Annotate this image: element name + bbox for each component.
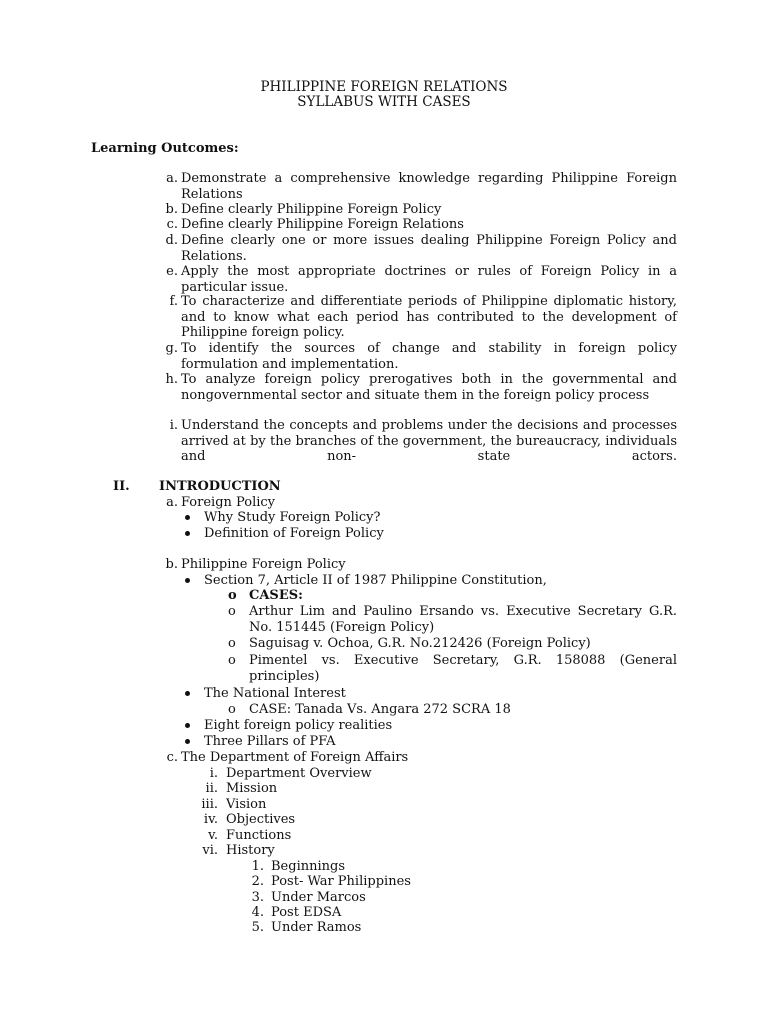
bullet-icon — [185, 739, 190, 744]
document-title: PHILIPPINE FOREIGN RELATIONS — [260, 79, 508, 95]
roman-marker: iv. — [203, 812, 218, 827]
learning-outcomes-heading: Learning Outcomes: — [91, 141, 239, 156]
list-item: Demonstrate a comprehensive knowledge regarding Philippine Foreign Relations — [181, 171, 677, 202]
roman-item: Department Overview — [226, 766, 372, 781]
list-marker: g. — [165, 341, 178, 356]
roman-item: Mission — [226, 781, 278, 796]
list-item: To characterize and differentiate periods of Philippine diplomatic history, and to know what each period has contributed to the development of Philippine foreign policy. — [181, 294, 677, 340]
numbered-item: Post EDSA — [271, 905, 342, 920]
case-item: Saguisag v. Ochoa, G.R. No.212426 (Foreign Policy) — [249, 636, 591, 651]
roman-marker: iii. — [201, 797, 218, 812]
list-marker: b. — [165, 557, 178, 572]
bullet-icon — [185, 578, 190, 583]
list-item: Define clearly one or more issues dealing Philippine Foreign Policy and Relations. — [181, 233, 677, 264]
numbered-item: Post- War Philippines — [271, 874, 411, 889]
bullet-item: The National Interest — [204, 686, 346, 701]
bullet-item: Section 7, Article II of 1987 Philippine Constitution, — [204, 573, 547, 588]
subsection-label: Foreign Policy — [181, 495, 276, 510]
document-subtitle: SYLLABUS WITH CASES — [297, 94, 471, 110]
roman-item: Functions — [226, 828, 292, 843]
roman-marker: ii. — [205, 781, 218, 796]
list-marker: a. — [166, 171, 178, 186]
sub-bullet-marker: o — [228, 604, 236, 619]
bullet-icon — [185, 531, 190, 536]
roman-marker: i. — [209, 766, 218, 781]
list-marker: e. — [166, 264, 178, 279]
numbered-marker: 4. — [251, 905, 264, 920]
case-item: Arthur Lim and Paulino Ersando vs. Executive Secretary G.R. No. 151445 (Foreign Policy) — [249, 604, 677, 635]
sub-bullet-marker: o — [228, 653, 236, 668]
numbered-marker: 1. — [251, 859, 264, 874]
list-item: Apply the most appropriate doctrines or rules of Foreign Policy in a particular issue. — [181, 264, 677, 295]
numbered-item: Under Ramos — [271, 920, 362, 935]
bullet-item: Definition of Foreign Policy — [204, 526, 384, 541]
sub-bullet-marker: o — [228, 636, 236, 651]
section-numeral: II. — [113, 479, 130, 494]
list-marker: h. — [165, 372, 178, 387]
subsection-label: The Department of Foreign Affairs — [181, 750, 409, 765]
list-item: To analyze foreign policy prerogatives both in the governmental and nongovernmental sector and situate them in the foreign policy process — [181, 372, 677, 403]
numbered-marker: 5. — [251, 920, 264, 935]
sub-bullet-marker: o — [228, 588, 237, 603]
bullet-icon — [185, 723, 190, 728]
roman-item: Vision — [226, 797, 267, 812]
list-item: Define clearly Philippine Foreign Relations — [181, 217, 464, 232]
list-item: Define clearly Philippine Foreign Policy — [181, 202, 442, 217]
cases-label: CASES: — [249, 588, 303, 603]
bullet-item: Why Study Foreign Policy? — [204, 510, 381, 525]
bullet-icon — [185, 515, 190, 520]
list-item: Understand the concepts and problems under the decisions and processes arrived at by the branches of the government, the bureaucracy, individuals and non- state actors. — [181, 418, 677, 464]
list-marker: a. — [166, 495, 178, 510]
list-marker: b. — [165, 202, 178, 217]
roman-item: Objectives — [226, 812, 296, 827]
roman-marker: vi. — [202, 843, 218, 858]
numbered-marker: 2. — [251, 874, 264, 889]
list-marker: f. — [169, 294, 178, 309]
bullet-icon — [185, 691, 190, 696]
list-marker: c. — [166, 217, 178, 232]
list-item: To identify the sources of change and stability in foreign policy formulation and implementation. — [181, 341, 677, 372]
list-marker: c. — [166, 750, 178, 765]
list-marker: d. — [165, 233, 178, 248]
list-marker: i. — [169, 418, 178, 433]
bullet-item: Eight foreign policy realities — [204, 718, 393, 733]
case-item: CASE: Tanada Vs. Angara 272 SCRA 18 — [249, 702, 511, 717]
numbered-item: Beginnings — [271, 859, 345, 874]
subsection-label: Philippine Foreign Policy — [181, 557, 346, 572]
case-item: Pimentel vs. Executive Secretary, G.R. 158088 (General principles) — [249, 653, 677, 684]
sub-bullet-marker: o — [228, 702, 236, 717]
roman-marker: v. — [208, 828, 218, 843]
roman-item: History — [226, 843, 275, 858]
numbered-marker: 3. — [251, 890, 264, 905]
bullet-item: Three Pillars of PFA — [204, 734, 336, 749]
section-heading: INTRODUCTION — [159, 479, 281, 494]
numbered-item: Under Marcos — [271, 890, 366, 905]
